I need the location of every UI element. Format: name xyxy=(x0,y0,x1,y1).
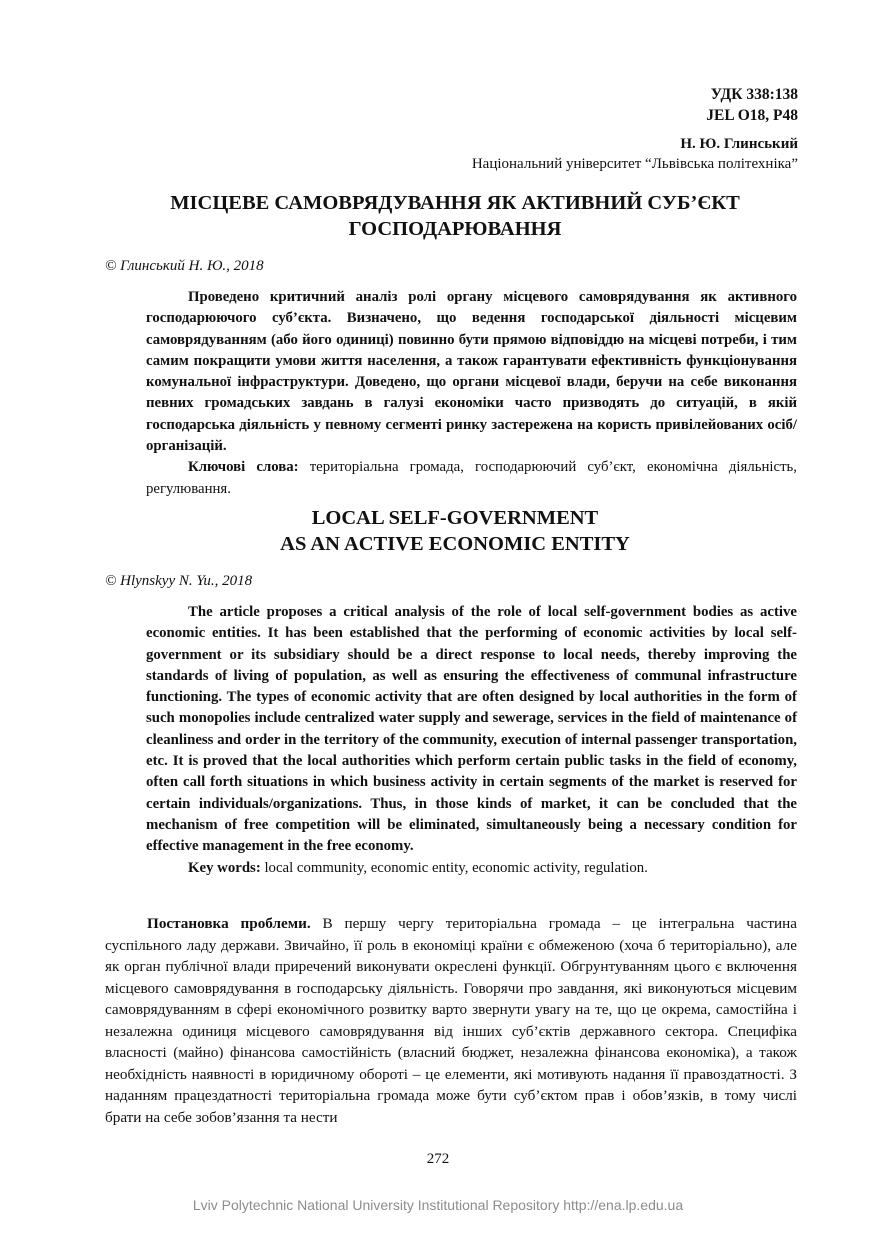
keywords-en xyxy=(146,858,797,879)
section-heading: Постановка проблеми. xyxy=(147,915,311,932)
keywords-ua-list: територіальна громада, господарюючий суб’єкт, економічна діяльність, регулювання. xyxy=(146,459,797,497)
abstract-en-text: The article proposes a critical analysis of the role of local self-government bodies as active economic entities. It has been established that the performing of economic activities by local self-government or its subsidiary should be a direct response to local needs, thereby improving the standards of living of population, as well as ensuring the effectiveness of communal infrastructure functioning. The types of economic activity that are often designed by local authorities in the form of such monopolies include centralized water supply and sewerage, services in the field of maintenance of cleanliness and order in the territory of the community, execution of internal passenger transportation, etc. It is proved that the local authorities which perform certain public tasks in the field of economy, often call forth situations in which business activity in certain segments of the market is reserved for certain individuals/organizations. Thus, in those kinds of market, it can be concluded that the mechanism of free competition will be eliminated, simultaneously being a necessary condition for effective management in the free economy. xyxy=(146,604,797,855)
abstract-en xyxy=(146,602,797,879)
keywords-ua-label: Ключові слова: xyxy=(188,459,299,476)
body-paragraph xyxy=(105,913,797,1128)
copyright-en: © Hlynskyy N. Yu., 2018 xyxy=(105,573,253,589)
title-ua-line-2: ГОСПОДАРЮВАННЯ xyxy=(348,218,562,240)
udk-code: УДК 338:138 xyxy=(710,86,798,103)
title-en-line-1: LOCAL SELF-GOVERNMENT xyxy=(311,507,599,529)
copyright-ua: © Глинський Н. Ю., 2018 xyxy=(105,258,264,274)
keywords-en-label: Key words: xyxy=(188,859,261,876)
title-ua xyxy=(105,190,805,242)
title-ua-line-1: МІСЦЕВЕ САМОВРЯДУВАННЯ ЯК АКТИВНИЙ СУБ’ЄКТ xyxy=(170,192,740,214)
title-en xyxy=(105,505,805,557)
author-name: Н. Ю. Глинський xyxy=(680,136,798,152)
page-number: 272 xyxy=(426,1151,450,1167)
abstract-ua xyxy=(146,287,797,500)
author-block xyxy=(472,134,798,174)
classification-codes xyxy=(706,84,798,126)
body-text: В першу чергу територіальна громада – це інтегральна частина суспільного ладу держави. Звичайно, її роль в економіці країни є обмеженою (хоча б територіально), але як орган публічної влади приречений виконувати окреслені функції. Обгрунтуванням цього є включення місцевого самоврядування в господарську діяльність. Говорячи про завдання, які виконуються місцевим самоврядуванням в сфері економічного розвитку варто звернути увагу на те, що це окрема, самостійна і незалежна одиниця місцевого самоврядування від інших суб’єктів державного сектора. Специфіка власності (майно) фінансова самостійність (власний бюджет, незалежна фінансова економіка), а також необхідність наявності в юридичному обороті – це елементи, які мотивують надання її правоздатності. З наданням працездатності територіальна громада може бути суб’єктом прав і обов’язків, в тому числі брати на себе зобов’язання та нести xyxy=(105,915,797,1126)
author-affiliation: Національний університет “Львівська політехніка” xyxy=(471,156,798,172)
abstract-ua-text: Проведено критичний аналіз ролі органу місцевого самоврядування як активного господарюючого суб’єкта. Визначено, що ведення господарської діяльності місцевим самоврядуванням (або його одиниці) повинно бути прямою відповіддю на місцеві потреби, і тим самим покращити умови життя населення, а також гарантувати ефективність функціонування комунальної інфраструктури. Доведено, що органи місцевої влади, беручи на себе виконання певних громадських завдань в галузі економіки часто призводять до ситуацій, в якій господарська діяльність у певному сегменті ринку застережена на користь привілейованих осіб/організацій. xyxy=(146,289,797,455)
title-en-line-2: AS AN ACTIVE ECONOMIC ENTITY xyxy=(280,533,630,555)
jel-code: JEL O18, P48 xyxy=(706,107,798,124)
repository-footer: Lviv Polytechnic National University Institutional Repository http://ena.lp.edu.ua xyxy=(192,1197,684,1213)
keywords-en-list: local community, economic entity, economic activity, regulation. xyxy=(260,859,648,876)
keywords-ua xyxy=(146,457,797,500)
